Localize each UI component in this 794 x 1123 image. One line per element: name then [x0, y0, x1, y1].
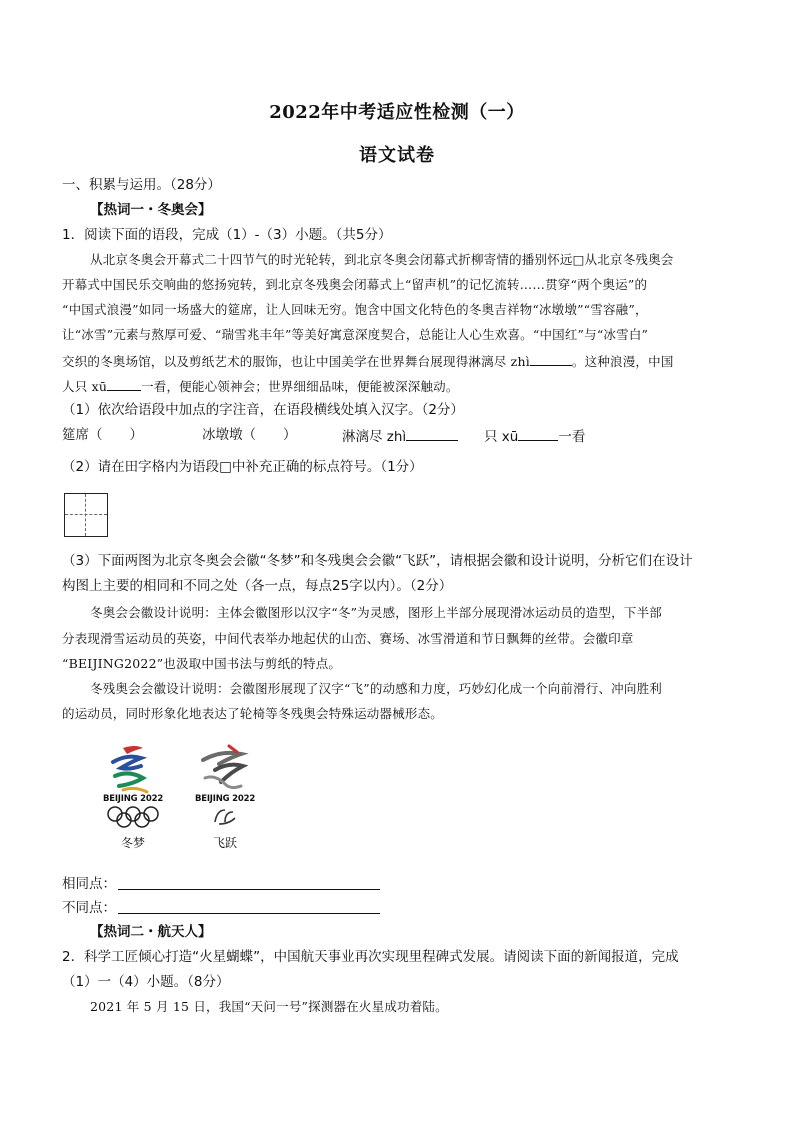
answer-blank-xu[interactable]	[518, 426, 558, 441]
question-2-prompt: 2．科学工匠倾心打造“火星蝴蝶”，中国航天事业再次实现里程碑式发展。请阅读下面的新闻报道，完成	[62, 949, 679, 965]
same-point-label: 相同点：	[62, 876, 116, 892]
logo-feiyue	[185, 740, 265, 850]
design-desc-2: 的运动员，同时形象化地表达了轮椅等冬残奥会特殊运动器械形态。	[62, 706, 444, 721]
passage-line: 。这种浪漫，中国	[571, 354, 674, 369]
feiyue-emblem-icon	[185, 740, 265, 800]
logo-caption: 冬梦	[120, 836, 145, 850]
fill-blank-zhi[interactable]	[530, 351, 572, 366]
subquestion-3-prompt: 构图上主要的相同和不同之处（各一点，每点25字以内）。（2分）	[62, 578, 453, 594]
answer-blank-zhi[interactable]	[406, 426, 458, 441]
hotword-1: 【热词一・冬奥会】	[90, 202, 212, 218]
subquestion-1-prompt: （1）依次给语段中加点的字注音，在语段横线处填入汉字。（2分）	[62, 402, 464, 418]
olympic-rings-icon	[93, 806, 173, 828]
logo-dongmeng	[93, 740, 173, 850]
question-2-prompt: （1）一（4）小题。（8分）	[62, 974, 230, 990]
tianzige-box[interactable]	[64, 493, 108, 537]
passage-line: 人只 xū	[62, 379, 108, 394]
same-point-answer-line[interactable]	[118, 889, 380, 890]
answer-item-zhixu: 只 xū	[484, 429, 519, 445]
design-desc-1: “BEIJING2022”也汲取中国书法与剪纸的特点。	[62, 656, 342, 671]
passage-line: 交织的冬奥场馆，以及剪纸艺术的服饰，也让中国美学在世界舞台展现得淋漓尽 zhì	[62, 354, 530, 369]
answer-item-bingdundun[interactable]: 冰墩墩（ ）	[202, 427, 297, 443]
page-subtitle: 语文试卷	[359, 145, 435, 166]
logo-wordmark: BEIJING 2022	[102, 794, 164, 804]
passage-line: 一看，便能心领神会；世界细细品味，便能被深深触动。	[141, 379, 459, 394]
answer-item-linlijinzhi: 淋漓尽 zhì	[342, 429, 407, 445]
logo-caption: 飞跃	[212, 836, 237, 850]
answer-item-yanxi[interactable]: 筵席（ ）	[62, 427, 143, 443]
hotword-2: 【热词二・航天人】	[90, 924, 212, 940]
passage-line: 让“冰雪”元素与熬厚可爱、“瑞雪兆丰年”等美好寓意深度契合，总能让人心生欢喜。“中国红”与“冰雪白”	[62, 327, 649, 342]
grid-divider	[65, 514, 107, 515]
news-passage-line: 2021 年 5 月 15 日，我国“天问一号”探测器在火星成功着陆。	[90, 999, 448, 1014]
dongmeng-emblem-icon	[93, 740, 173, 800]
passage-line: “中国式浪漫”如同一场盛大的筵席，让人回味无穷。饱含中国文化特色的冬奥吉祥物“冰墩墩”“雪容融”，	[62, 302, 648, 317]
passage-line: 开幕式中国民乐交响曲的悠扬宛转，到北京冬残奥会闭幕式上“留声机”的记忆流转……贯穿“两个奥运”的	[62, 277, 648, 292]
design-desc-1: 分表现滑雪运动员的英姿，中间代表举办地起伏的山峦、赛场、冰雪滑道和节日飘舞的丝带。会徽印章	[62, 631, 634, 646]
subquestion-3-prompt: （3）下面两图为北京冬奥会会徽“冬梦”和冬残奥会会徽“飞跃”，请根据会徽和设计说明，分析它们在设计	[62, 553, 693, 569]
passage-line: 从北京冬奥会开幕式二十四节气的时光轮转，到北京冬奥会闭幕式折柳寄情的播别怀远□从北京冬残奥会	[90, 252, 674, 267]
page-title: 2022年中考适应性检测（一）	[269, 102, 525, 123]
diff-point-label: 不同点：	[62, 900, 116, 916]
design-desc-1: 冬奥会会徽设计说明：主体会徽图形以汉字“冬”为灵感，图形上半部分展现滑冰运动员的造型，下半部	[90, 605, 662, 620]
diff-point-answer-line[interactable]	[118, 913, 380, 914]
paralympic-agitos-icon	[185, 806, 265, 828]
grid-divider	[85, 494, 86, 536]
section-heading: 一、积累与运用。（28分）	[62, 177, 221, 193]
answer-item-yikan: 一看	[558, 429, 586, 445]
fill-blank-xu[interactable]	[107, 376, 141, 391]
subquestion-2-prompt: （2）请在田字格内为语段□中补充正确的标点符号。（1分）	[62, 459, 423, 475]
design-desc-2: 冬残奥会会徽设计说明：会徽图形展现了汉字“飞”的动感和力度，巧妙幻化成一个向前滑行、冲向胜利	[90, 681, 662, 696]
question-1-prompt: 1．阅读下面的语段，完成（1）-（3）小题。（共5分）	[62, 227, 392, 243]
logo-wordmark: BEIJING 2022	[194, 794, 256, 804]
